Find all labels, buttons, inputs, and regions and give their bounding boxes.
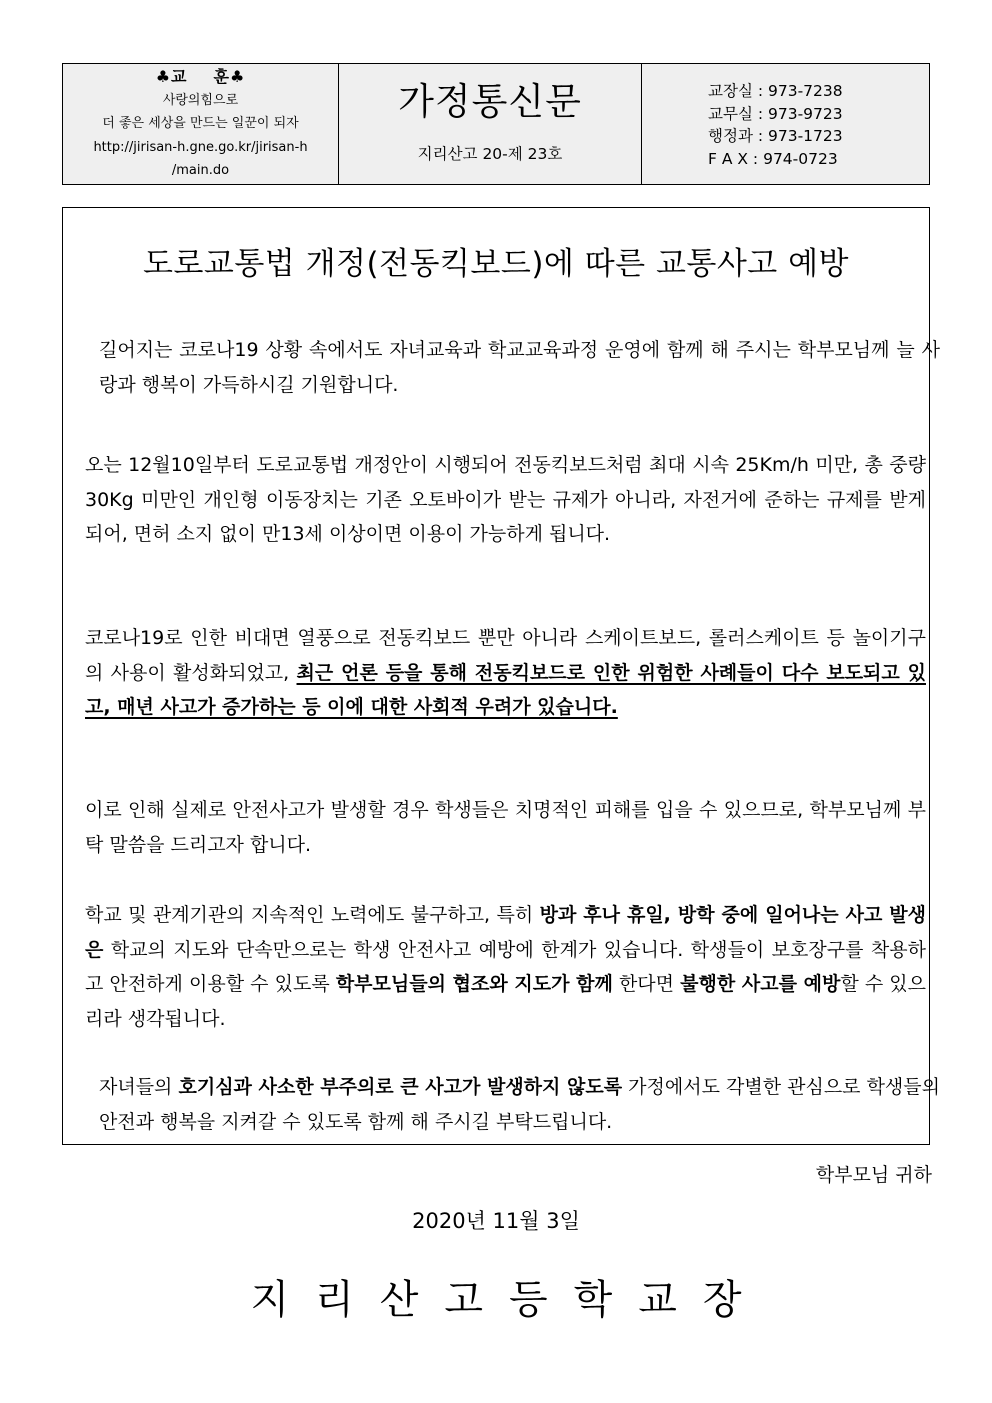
- contact-phone: 973-9723: [768, 104, 843, 123]
- newsletter-header: [62, 63, 930, 185]
- club-icon-right: ♣: [229, 67, 246, 86]
- paragraph-closing: [77, 1070, 940, 1139]
- body-text: 학교 및 관계기관의 지속적인 노력에도 불구하고, 특히: [85, 904, 540, 926]
- body-text: 길어지는 코로나19 상황 속에서도 자녀교육과 학교교육과정 운영에 함께 해 주시는 학부모님께 늘 사랑과 행복이 가득하시길 기원합니다.: [99, 339, 940, 396]
- paragraph-request: [77, 793, 926, 862]
- body-text: 코로나19로 인한 비대면 열풍으로 전동킥보드 뿐만 아니라 스케이트보드, 롤러스케이트 등 놀이기구의 사용이 활성화되었고,: [85, 627, 926, 684]
- emphasis-text: 불행한 사고를 예방: [680, 973, 841, 995]
- contact-label: 교무실: [708, 104, 753, 123]
- recipient-line: 학부모님 귀하: [815, 1164, 932, 1186]
- issue-date: 2020년 11월 3일: [412, 1209, 580, 1233]
- school-url-line-1[interactable]: http://jirisan-h.gne.go.kr/jirisan-h: [93, 139, 308, 155]
- emphasis-text: 방과 후나 휴일, 방학 중에 일어나는 사고 발생은: [85, 904, 926, 961]
- newsletter-title-cell: [339, 64, 642, 184]
- contact-row: F A X : 974-0723: [708, 149, 838, 168]
- contact-label: 행정과: [708, 127, 753, 145]
- issue-number: 지리산고 20-제 23호: [417, 145, 563, 163]
- contacts-cell: [642, 64, 929, 184]
- body-text: 자녀들의: [99, 1076, 179, 1098]
- notice-body-box: [62, 207, 940, 1145]
- contact-row: 행정과 : 973-1723: [708, 127, 843, 145]
- paragraph-concerns: [77, 621, 926, 725]
- emphasis-text: 호기심과 사소한 부주의로 큰 사고가 발생하지 않도록: [178, 1076, 623, 1098]
- body-text: 할 수 있으리라 생각됩니다.: [85, 973, 926, 1030]
- body-text: 오는 12월10일부터 도로교통법 개정안이 시행되어 전동킥보드처럼 최대 시속 25Km/h 미만, 총 중량 30Kg 미만인 개인형 이동장치는 기존 오토바이가 받는 규제가 아니라, 자전거에 준하는 규제를 받게 되어, 면허 소지 없이 만13세 이상이면 이용이 가능하게 됩니다.: [85, 454, 926, 545]
- motto-heading-char2: 훈: [213, 67, 230, 86]
- contact-phone: 974-0723: [763, 149, 838, 168]
- body-text: 한다면: [612, 973, 681, 995]
- school-motto-cell: [63, 64, 339, 184]
- emphasis-underlined-text: 최근 언론 등을 통해 전동킥보드로 인한 위험한 사례들이 다수 보도되고 있고, 매년 사고가 증가하는 등 이에 대한 사회적 우려가 있습니다.: [85, 661, 926, 718]
- club-icon-left: ♣: [155, 67, 172, 86]
- body-text: 학교의 지도와 단속만으로는 학생 안전사고 예방에 한계가 있습니다. 학생들이 보호장구를 착용하고 안전하게 이용할 수 있도록: [85, 938, 926, 995]
- contact-phone: 973-1723: [768, 127, 843, 145]
- body-text: 가정에서도 각별한 관심으로 학생들의 안전과 행복을 지켜갈 수 있도록 함께 해 주시길 부탁드립니다.: [99, 1076, 940, 1133]
- paragraph-cooperation: [77, 898, 926, 1036]
- motto-heading: [63, 65, 338, 89]
- motto-heading-char1: 교: [171, 67, 188, 86]
- emphasis-text: 학부모님들의 협조와 지도가 함께: [335, 973, 613, 995]
- notice-title: 도로교통법 개정(전동킥보드)에 따른 교통사고 예방: [143, 246, 849, 282]
- contact-label: 교장실: [708, 82, 753, 100]
- contact-row: 교무실 : 973-9723: [708, 104, 843, 123]
- signer-name: 지리산고등학교장: [250, 1277, 768, 1323]
- contact-phone: 973-7238: [768, 82, 843, 100]
- school-url-line-2[interactable]: /main.do: [171, 163, 230, 178]
- paragraph-greeting: [77, 333, 940, 402]
- newsletter-title: 가정통신문: [398, 80, 582, 123]
- body-text: 이로 인해 실제로 안전사고가 발생할 경우 학생들은 치명적인 피해를 입을 수 있으므로, 학부모님께 부탁 말씀을 드리고자 합니다.: [85, 799, 926, 856]
- motto-line-2: 더 좋은 세상을 만드는 일꾼이 되자: [102, 116, 299, 131]
- paragraph-law-change: [77, 448, 926, 552]
- contact-label: F A X: [708, 149, 748, 168]
- contact-row: 교장실 : 973-7238: [708, 82, 843, 100]
- motto-line-1: 사랑의힘으로: [162, 92, 239, 108]
